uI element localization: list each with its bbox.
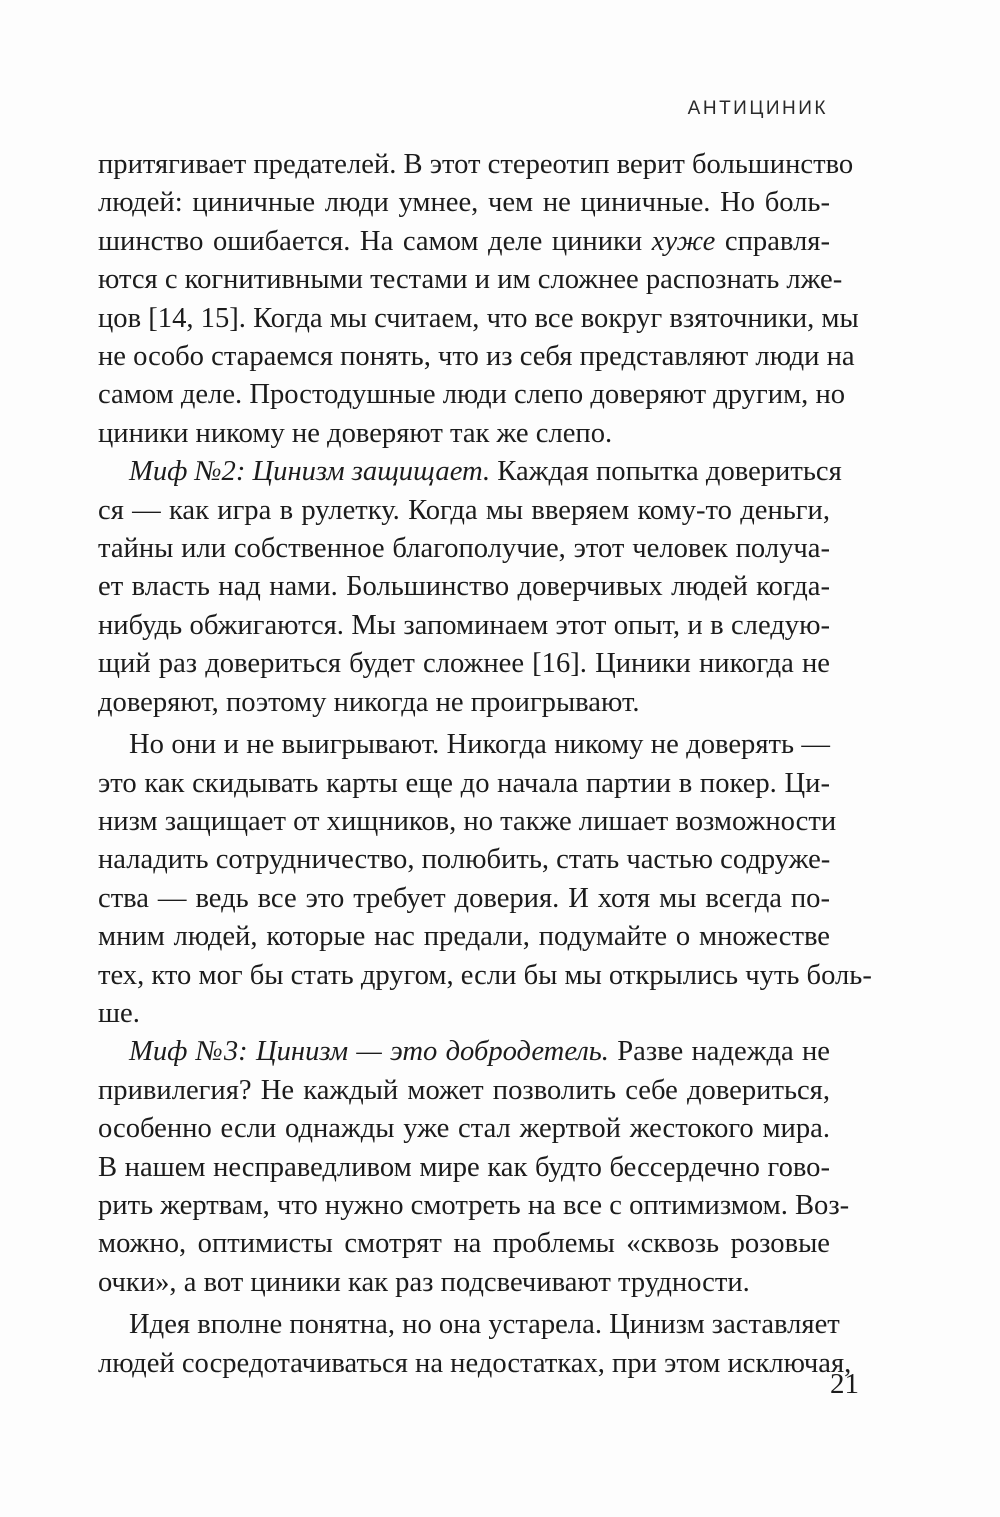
text-line: это как скидывать карты еще до начала партии в покер. Ци- — [98, 767, 830, 799]
text-line: особенно если однажды уже стал жертвой жестокого мира. — [98, 1113, 830, 1145]
text-line — [98, 453, 842, 491]
text-run: шинство ошибается. На самом деле циники — [98, 225, 652, 257]
text-line: Идея вполне понятна, но она устарела. Цинизм заставляет — [129, 1309, 840, 1341]
text-run: Каждая попытка довериться — [490, 456, 842, 488]
text-line: не особо стараемся понять, что из себя представляют люди на — [98, 341, 855, 373]
page-number: 21 — [830, 1368, 859, 1400]
text-line: тех, кто мог бы стать другом, если бы мы открылись чуть боль- — [98, 959, 872, 991]
text-line: цов [14, 15]. Когда мы считаем, что все вокруг взяточники, мы — [98, 302, 859, 334]
text-line: Но они и не выигрывают. Никогда никому не доверять — — [129, 729, 830, 761]
text-line: наладить сотрудничество, полюбить, стать частью содруже- — [98, 844, 831, 876]
text-line: самом деле. Простодушные люди слепо доверяют другим, но — [98, 379, 846, 411]
text-line: ства — ведь все это требует доверия. И хотя мы всегда по- — [98, 882, 830, 914]
body-text — [98, 146, 872, 1383]
running-head: АНТИЦИНИК — [687, 98, 828, 119]
text-line: людей: циничные люди умнее, чем не циничные. Но боль- — [98, 187, 830, 219]
text-line: щий раз довериться будет сложнее [16]. Циники никогда не — [98, 648, 830, 680]
text-line: ше. — [98, 997, 140, 1029]
paragraph-3 — [98, 726, 872, 1033]
text-line — [98, 223, 830, 261]
text-run: справля- — [715, 225, 830, 257]
text-line: нибудь обжигаются. Мы запоминаем этот опыт, и в следую- — [98, 609, 830, 641]
paragraph-2 — [98, 453, 842, 722]
text-line: доверяют, поэтому никогда не проигрывают. — [98, 686, 640, 718]
text-line: ет власть над нами. Большинство доверчивых людей когда- — [98, 571, 830, 603]
text-line: притягивает предателей. В этот стереотип верит большинство — [98, 149, 854, 180]
emphasis: хуже — [651, 225, 716, 257]
text-line: очки», а вот циники как раз подсвечивают трудности. — [98, 1266, 750, 1298]
paragraph-5 — [98, 1306, 852, 1383]
text-line — [98, 1033, 830, 1071]
text-line: циники никому не доверяют так же слепо. — [98, 417, 613, 449]
myth-heading: Миф №3: Цинизм — это добродетель. — [129, 1036, 609, 1068]
text-line: ются с когнитивными тестами и им сложнее распознать лже- — [98, 264, 843, 296]
myth-heading: Миф №2: Цинизм защищает. — [129, 456, 491, 488]
text-line: рить жертвам, что нужно смотреть на все с оптимизмом. Воз- — [98, 1189, 850, 1221]
paragraph-1 — [98, 146, 859, 453]
text-line: низм защищает от хищников, но также лишает возможности — [98, 805, 837, 837]
text-line: В нашем несправедливом мире как будто бессердечно гово- — [98, 1151, 830, 1183]
text-line: ся — как игра в рулетку. Когда мы вверяем кому-то деньги, — [98, 494, 830, 526]
text-line: тайны или собственное благополучие, этот человек получа- — [98, 533, 830, 565]
text-line: можно, оптимисты смотрят на проблемы «сквозь розовые — [98, 1228, 830, 1260]
text-line: людей сосредотачиваться на недостатках, при этом исключая, — [98, 1347, 852, 1379]
text-run: Разве надежда не — [608, 1036, 830, 1068]
paragraph-4 — [98, 1033, 850, 1302]
text-line: мним людей, которые нас предали, подумайте о множестве — [98, 921, 830, 953]
text-line: привилегия? Не каждый может позволить себе довериться, — [98, 1074, 830, 1106]
